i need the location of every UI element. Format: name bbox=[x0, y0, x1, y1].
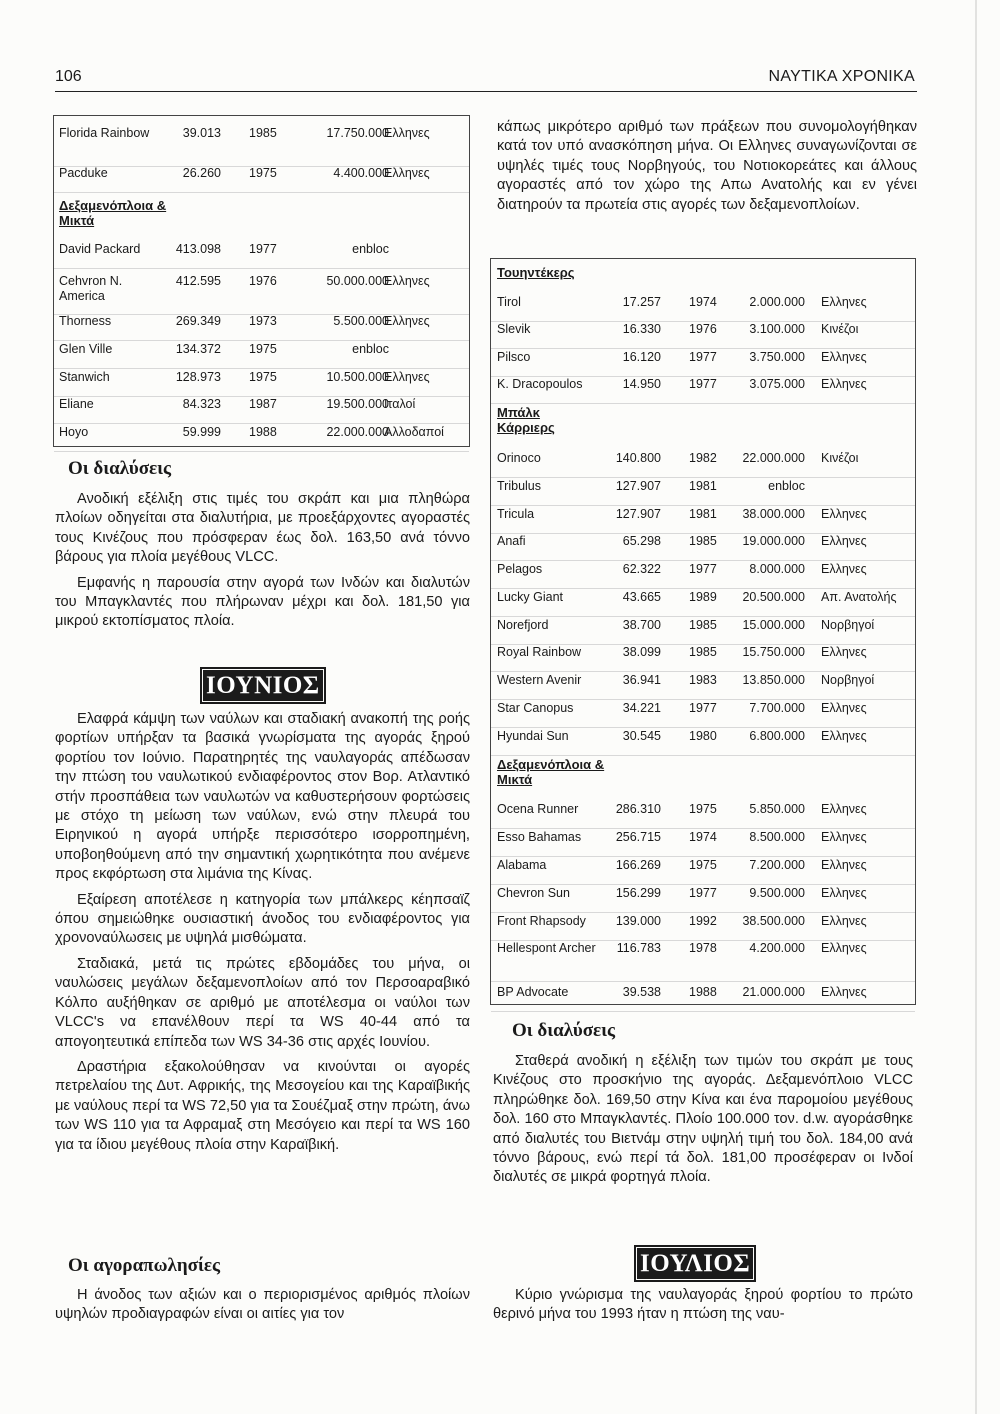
header-rule bbox=[55, 91, 917, 92]
vessel-dwt: 127.907 bbox=[615, 479, 661, 493]
vessel-name: Orinoco bbox=[497, 451, 541, 465]
vessel-buyer: Ελληνες bbox=[821, 350, 867, 364]
vessel-name: Lucky Giant bbox=[497, 590, 564, 604]
vessel-year: 1978 bbox=[689, 941, 717, 955]
vessel-price: enbloc bbox=[768, 479, 805, 493]
vessel-dwt: 128.973 bbox=[175, 370, 221, 384]
vessel-name: David Packard bbox=[59, 242, 141, 256]
vessel-name: K. Dracopoulos bbox=[497, 377, 583, 391]
vessel-name: Glen Ville bbox=[59, 342, 113, 356]
vessel-dwt: 39.013 bbox=[182, 126, 221, 140]
vessel-dwt: 140.800 bbox=[615, 451, 661, 465]
vessel-name: Pacduke bbox=[59, 166, 108, 180]
vessel-buyer: Ελληνες bbox=[384, 166, 430, 180]
vessel-dwt: 156.299 bbox=[615, 886, 661, 900]
vessel-price: 13.850.000 bbox=[742, 673, 805, 687]
vessel-buyer: Ελληνες bbox=[821, 914, 867, 928]
journal-title: ΝΑΥΤΙΚΑ ΧΡΟΝΙΚΑ bbox=[768, 68, 915, 85]
vessel-year: 1975 bbox=[249, 166, 277, 180]
vessel-year: 1977 bbox=[689, 562, 717, 576]
vessel-dwt: 30.545 bbox=[622, 729, 661, 743]
vessel-buyer: Ελληνες bbox=[384, 370, 430, 384]
vessel-year: 1974 bbox=[689, 295, 717, 309]
row-divider bbox=[491, 477, 915, 478]
vessel-dwt: 286.310 bbox=[615, 802, 661, 816]
vessel-buyer: Ελληνες bbox=[821, 802, 867, 816]
row-divider bbox=[491, 505, 915, 506]
vessel-year: 1983 bbox=[689, 673, 717, 687]
vessel-dwt: 62.322 bbox=[622, 562, 661, 576]
vessel-name: Royal Rainbow bbox=[497, 645, 582, 659]
vessel-buyer: Ελληνες bbox=[821, 941, 867, 955]
row-divider bbox=[491, 755, 915, 756]
vessel-buyer: Ελληνες bbox=[821, 507, 867, 521]
vessel-dwt: 34.221 bbox=[622, 701, 661, 715]
vessel-dwt: 38.099 bbox=[622, 645, 661, 659]
vessel-dwt: 127.907 bbox=[615, 507, 661, 521]
vessel-price: 7.200.000 bbox=[749, 858, 805, 872]
vessel-price: 2.000.000 bbox=[749, 295, 805, 309]
vessel-buyer: Ελληνες bbox=[821, 562, 867, 576]
vessel-year: 1976 bbox=[249, 274, 277, 288]
vessel-price: 4.400.000 bbox=[333, 166, 389, 180]
vessel-name: Front Rhapsody bbox=[497, 914, 586, 928]
vessel-year: 1992 bbox=[689, 914, 717, 928]
row-divider bbox=[491, 981, 915, 982]
paragraph: Ανοδική εξέλιξη στις τιμές του σκράπ και μια πληθώρα πλοίων οδηγείται στα διαλυτήρια, με προεξάρχοντες αγοραστές τους Κινέζους που πρόσφεραν έως δολ. 163,50 ανά τόννο βάρους για πλοία μεγέθους VLCC. bbox=[55, 491, 470, 566]
page-edge bbox=[975, 0, 977, 1414]
vessel-dwt: 65.298 bbox=[622, 534, 661, 548]
row-divider bbox=[491, 560, 915, 561]
row-divider bbox=[491, 699, 915, 700]
vessel-name: Pilsco bbox=[497, 350, 531, 364]
row-divider bbox=[54, 192, 469, 193]
row-divider bbox=[491, 616, 915, 617]
vessel-buyer: Ελληνες bbox=[821, 534, 867, 548]
vessel-buyer: Κινέζοι bbox=[821, 451, 859, 465]
vessel-price: 15.000.000 bbox=[742, 618, 805, 632]
vessel-price: 3.100.000 bbox=[749, 322, 805, 336]
paragraph: Δραστήρια εξακολούθησαν να κινούνται οι αγορές πετρελαίου της Δυτ. Αφρικής, της Μεσογείου και της Καραϊβικής με ναύλους περί τα WS 72,50 για τα Σουέζμαξ στην πρώτη, άνω των WS 110 για τα Αφραμαξ στη Μεσόγειο και περί τα WS 160 για τα ίδιου μεγέθους πλοία στην Καραϊβική. bbox=[55, 1058, 470, 1153]
vessel-dwt: 269.349 bbox=[175, 314, 221, 328]
row-divider bbox=[54, 451, 469, 452]
vessel-year: 1985 bbox=[689, 618, 717, 632]
right-sales-table bbox=[490, 258, 916, 1005]
table-section-title: Δεξαμενόπλοια & Μικτά bbox=[59, 198, 167, 228]
left-text-block-2 bbox=[55, 710, 470, 1161]
left-text-block-1 bbox=[55, 490, 470, 638]
vessel-dwt: 139.000 bbox=[615, 914, 661, 928]
vessel-name: Chevron Sun bbox=[497, 886, 570, 900]
row-divider bbox=[491, 403, 915, 404]
vessel-dwt: 16.330 bbox=[622, 322, 661, 336]
vessel-dwt: 413.098 bbox=[175, 242, 221, 256]
table-section-title: Τουηντέκερς bbox=[497, 265, 575, 280]
vessel-dwt: 36.941 bbox=[622, 673, 661, 687]
vessel-name: Florida Rainbow bbox=[59, 126, 150, 140]
vessel-dwt: 412.595 bbox=[175, 274, 221, 288]
vessel-year: 1975 bbox=[249, 370, 277, 384]
vessel-dwt: 17.257 bbox=[622, 295, 661, 309]
page-number: 106 bbox=[55, 68, 82, 85]
vessel-price: enbloc bbox=[352, 242, 389, 256]
row-divider bbox=[491, 856, 915, 857]
vessel-name: Thorness bbox=[59, 314, 112, 328]
vessel-year: 1985 bbox=[689, 645, 717, 659]
vessel-dwt: 43.665 bbox=[622, 590, 661, 604]
vessel-name: Pelagos bbox=[497, 562, 543, 576]
vessel-buyer: Ελληνες bbox=[821, 295, 867, 309]
left-sales-table bbox=[53, 115, 470, 447]
vessel-dwt: 39.538 bbox=[622, 985, 661, 999]
vessel-name: Star Canopus bbox=[497, 701, 574, 715]
vessel-name: Western Avenir bbox=[497, 673, 582, 687]
right-text-block-1 bbox=[497, 118, 917, 221]
vessel-year: 1975 bbox=[689, 858, 717, 872]
vessel-price: 17.750.000 bbox=[326, 126, 389, 140]
vessel-year: 1985 bbox=[249, 126, 277, 140]
vessel-price: 8.500.000 bbox=[749, 830, 805, 844]
vessel-price: 38.000.000 bbox=[742, 507, 805, 521]
vessel-year: 1981 bbox=[689, 507, 717, 521]
vessel-buyer: Νορβηγοί bbox=[821, 673, 875, 687]
paragraph: Σταδιακά, μετά τις πρώτες εβδομάδες του μήνα, οι ναυλώσεις μεγάλων δεξαμενοπλοίων από τον Περσοαραβικό Κόλπο αυξήθηκαν σε αριθμό με αποτέλεσμα οι ναύλοι των VLCC's να επανέλθουν περί τα WS 40-44 από τα απογοητευτικά επίπεδα των WS 34-36 στις αρχές Ιουνίου. bbox=[55, 955, 470, 1050]
vessel-year: 1974 bbox=[689, 830, 717, 844]
vessel-year: 1975 bbox=[689, 802, 717, 816]
vessel-year: 1977 bbox=[689, 377, 717, 391]
vessel-buyer: Ιταλοί bbox=[384, 397, 416, 411]
vessel-buyer: Νορβηγοί bbox=[821, 618, 875, 632]
vessel-price: 10.500.000 bbox=[326, 370, 389, 384]
vessel-price: 9.500.000 bbox=[749, 886, 805, 900]
paragraph: Κύριο γνώρισμα της ναυλαγοράς ξηρού φορτίου το πρώτο θερινό μήνα του 1993 ήταν η πτώση της ναυ- bbox=[493, 1287, 913, 1323]
vessel-dwt: 256.715 bbox=[615, 830, 661, 844]
vessel-price: 21.000.000 bbox=[742, 985, 805, 999]
vessel-price: 7.700.000 bbox=[749, 701, 805, 715]
vessel-price: 19.500.000 bbox=[326, 397, 389, 411]
vessel-buyer: Αλλοδαποί bbox=[384, 425, 444, 439]
vessel-dwt: 166.269 bbox=[615, 858, 661, 872]
vessel-dwt: 38.700 bbox=[622, 618, 661, 632]
vessel-price: 6.800.000 bbox=[749, 729, 805, 743]
table-section-title: Δεξαμενόπλοια & Μικτά bbox=[497, 757, 605, 787]
right-text-block-3 bbox=[493, 1286, 913, 1331]
vessel-price: 20.500.000 bbox=[742, 590, 805, 604]
paragraph: κάπως μικρότερο αριθμό των πράξεων που συνομολογήθηκαν κατά τον υπό ανασκόπηση μήνα. Οι Ελληνες συναγωνίζονται σε υψηλές τιμές τους Νορβηγούς, του Νοτιοκορεάτες και άλλους αγοραστές από τον χώρο της Απω Ανατολής και εν γένει διατηρούν τα πρωτεία στις αγορές των δεξαμενοπλοίων. bbox=[497, 119, 917, 213]
vessel-buyer: Ελληνες bbox=[821, 729, 867, 743]
vessel-price: 3.750.000 bbox=[749, 350, 805, 364]
row-divider bbox=[491, 727, 915, 728]
vessel-price: 4.200.000 bbox=[749, 941, 805, 955]
month-heading-june: ΙΟΥΝΙΟΣ bbox=[200, 667, 326, 704]
vessel-buyer: Ελληνες bbox=[821, 377, 867, 391]
vessel-year: 1976 bbox=[689, 322, 717, 336]
vessel-year: 1981 bbox=[689, 479, 717, 493]
vessel-buyer: Ελληνες bbox=[821, 985, 867, 999]
left-text-block-3 bbox=[55, 1286, 470, 1331]
vessel-year: 1975 bbox=[249, 342, 277, 356]
vessel-year: 1988 bbox=[249, 425, 277, 439]
vessel-price: 38.500.000 bbox=[742, 914, 805, 928]
vessel-price: 5.850.000 bbox=[749, 802, 805, 816]
vessel-buyer: Κινέζοι bbox=[821, 322, 859, 336]
vessel-price: 15.750.000 bbox=[742, 645, 805, 659]
vessel-name: Cehvron N. America bbox=[59, 274, 123, 303]
vessel-name: Hyundai Sun bbox=[497, 729, 569, 743]
vessel-year: 1973 bbox=[249, 314, 277, 328]
vessel-year: 1977 bbox=[689, 886, 717, 900]
vessel-name: Tricula bbox=[497, 507, 535, 521]
vessel-dwt: 116.783 bbox=[616, 941, 661, 955]
vessel-price: enbloc bbox=[352, 342, 389, 356]
vessel-name: Hellespont Archer bbox=[497, 941, 596, 955]
paragraph: Ελαφρά κάμψη των ναύλων και σταδιακή ανακοπή της ροής φορτίων υπήρξαν τα βασικά γνωρίσματα της αγοράς ξηρού φορτίου τον Ιούνιο. Παρατηρητές της ναυλαγοράς απέδωσαν την πτώση του ναυλωτικού ενδιαφέροντος στον Βορ. Ατλαντικό στήν προσπάθεια των ναυλωτών να καθυστερήσουν φορτώσεις με στόχο τη μείωση των ναύλων, ενώ στην πλευρά του Ειρηνικού η αγορά υπήρξε περισσότερο ισορροπημένη, υποβοηθούμενη από την σημαντική χωρητικότητα που ανέμενε προς εκφόρτωση στα λιμάνια της Κίνας. bbox=[55, 711, 470, 883]
paragraph: Σταθερά ανοδική η εξέλιξη των τιμών του σκράπ με τους Κινέζους στο προσκήνιο της αγοράς. Δεξαμενόπλοιο VLCC πληρώθηκε δολ. 169,50 στην Κίνα και ένα παρομοίου μεγέθους δολ. 160 στο Μπαγκλαντές. Πλοίο 100.000 τον. d.w. αγοράσθηκε από διαλυτές του Βιετνάμ στην υψηλή τιμή του δολ. 184,00 ανά τόννο βάρους, ενώ περί τά δολ. 181,00 προσέφεραν οι Ινδοί διαλυτές σε μικρά φορτηγά πλοία. bbox=[493, 1053, 913, 1186]
right-text-block-2 bbox=[493, 1052, 913, 1194]
vessel-dwt: 26.260 bbox=[182, 166, 221, 180]
vessel-dwt: 84.323 bbox=[182, 397, 221, 411]
vessel-buyer: Ελληνες bbox=[821, 886, 867, 900]
vessel-buyer: Ελληνες bbox=[821, 645, 867, 659]
vessel-year: 1988 bbox=[689, 985, 717, 999]
vessel-name: BP Advocate bbox=[497, 985, 569, 999]
vessel-price: 8.000.000 bbox=[749, 562, 805, 576]
vessel-price: 22.000.000 bbox=[742, 451, 805, 465]
row-divider bbox=[491, 348, 915, 349]
row-divider bbox=[491, 1011, 915, 1012]
vessel-price: 3.075.000 bbox=[749, 377, 805, 391]
vessel-dwt: 16.120 bbox=[622, 350, 661, 364]
row-divider bbox=[54, 340, 469, 341]
vessel-year: 1977 bbox=[689, 350, 717, 364]
row-divider bbox=[54, 268, 469, 269]
row-divider bbox=[491, 588, 915, 589]
running-header bbox=[55, 68, 915, 90]
vessel-name: Norefjord bbox=[497, 618, 549, 632]
table-section-title: Μπάλκ Κάρριερς bbox=[497, 405, 555, 435]
row-divider bbox=[491, 912, 915, 913]
vessel-buyer: Απ. Ανατολής bbox=[821, 590, 897, 604]
vessel-name: Tirol bbox=[497, 295, 521, 309]
row-divider bbox=[54, 423, 469, 424]
vessel-year: 1985 bbox=[689, 534, 717, 548]
paragraph: Η άνοδος των αξιών και ο περιορισμένος αριθμός πλοίων υψηλών προδιαγραφών είναι οι αιτίες για τον bbox=[55, 1287, 470, 1323]
vessel-name: Anafi bbox=[497, 534, 526, 548]
vessel-price: 22.000.000 bbox=[326, 425, 389, 439]
vessel-name: Tribulus bbox=[497, 479, 541, 493]
vessel-buyer: Ελληνες bbox=[384, 274, 430, 288]
row-divider bbox=[491, 884, 915, 885]
vessel-price: 19.000.000 bbox=[742, 534, 805, 548]
section-heading-demolitions-2: Οι διαλύσεις bbox=[512, 1020, 616, 1041]
vessel-year: 1989 bbox=[689, 590, 717, 604]
row-divider bbox=[491, 671, 915, 672]
vessel-name: Alabama bbox=[497, 858, 547, 872]
vessel-name: Esso Bahamas bbox=[497, 830, 582, 844]
row-divider bbox=[54, 368, 469, 369]
vessel-price: 50.000.000 bbox=[326, 274, 389, 288]
section-heading-sales: Οι αγοραπωλησίες bbox=[68, 1255, 220, 1276]
row-divider bbox=[491, 828, 915, 829]
paragraph: Εξαίρεση αποτέλεσε η κατηγορία των μπάλκερς κέηπσαϊζ όπου σημειώθηκε ουσιαστική άνοδος του ενδιαφέροντος για χρονοναύλωσεις με υψηλά μισθώματα. bbox=[55, 891, 470, 947]
vessel-year: 1980 bbox=[689, 729, 717, 743]
vessel-year: 1982 bbox=[689, 451, 717, 465]
vessel-buyer: Ελληνες bbox=[384, 314, 430, 328]
vessel-name: Stanwich bbox=[59, 370, 110, 384]
section-heading-demolitions: Οι διαλύσεις bbox=[68, 458, 172, 479]
vessel-name: Ocena Runner bbox=[497, 802, 579, 816]
vessel-price: 5.500.000 bbox=[333, 314, 389, 328]
vessel-name: Eliane bbox=[59, 397, 94, 411]
vessel-buyer: Ελληνες bbox=[821, 830, 867, 844]
vessel-dwt: 59.999 bbox=[182, 425, 221, 439]
paragraph: Εμφανής η παρουσία στην αγορά των Ινδών και διαλυτών του Μπαγκλαντές που πλήρωναν μέχρι και δολ. 181,50 για μικρού εκτοπίσματος πλοία. bbox=[55, 574, 470, 630]
vessel-year: 1987 bbox=[249, 397, 277, 411]
vessel-dwt: 134.372 bbox=[175, 342, 221, 356]
vessel-buyer: Ελληνες bbox=[821, 701, 867, 715]
vessel-name: Hoyo bbox=[59, 425, 89, 439]
vessel-year: 1977 bbox=[689, 701, 717, 715]
vessel-dwt: 14.950 bbox=[622, 377, 661, 391]
vessel-name: Slevik bbox=[497, 322, 531, 336]
month-heading-july: ΙΟΥΛΙΟΣ bbox=[634, 1245, 756, 1282]
vessel-buyer: Ελληνες bbox=[821, 858, 867, 872]
vessel-year: 1977 bbox=[249, 242, 277, 256]
vessel-buyer: Ελληνες bbox=[384, 126, 430, 140]
